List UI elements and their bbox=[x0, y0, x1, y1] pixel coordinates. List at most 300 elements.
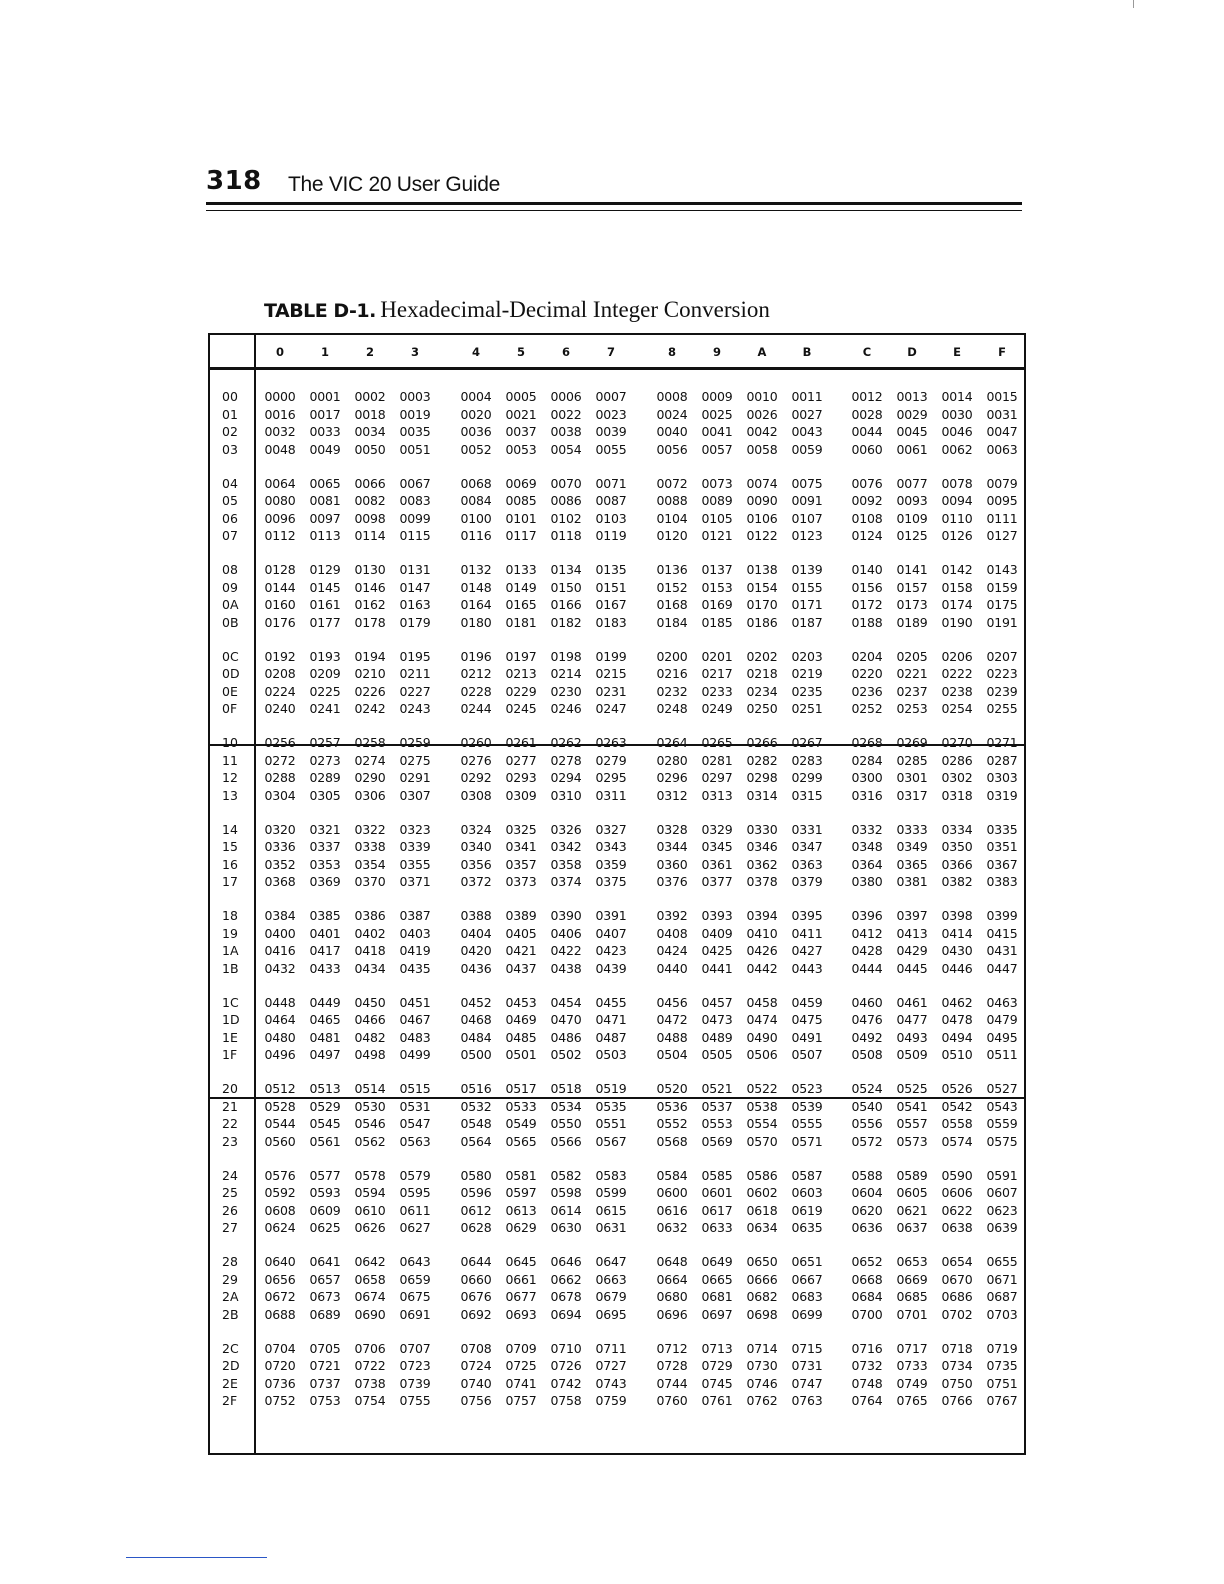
table-cell: 0447 bbox=[986, 960, 1018, 976]
column-header: 8 bbox=[667, 345, 676, 359]
row-header: 25 bbox=[222, 1185, 238, 1201]
table-cell: 0715 bbox=[791, 1340, 823, 1356]
table-cell: 0425 bbox=[701, 943, 733, 959]
row-header: 05 bbox=[222, 493, 238, 509]
table-cell: 0435 bbox=[399, 960, 431, 976]
table-cell: 0694 bbox=[550, 1306, 582, 1322]
table-cell: 0101 bbox=[505, 510, 537, 526]
table-cell: 0470 bbox=[550, 1012, 582, 1028]
table-cell: 0486 bbox=[550, 1029, 582, 1045]
table-cell: 0151 bbox=[595, 579, 627, 595]
table-cell: 0108 bbox=[851, 510, 883, 526]
table-cell: 0462 bbox=[941, 994, 973, 1010]
table-cell: 0406 bbox=[550, 925, 582, 941]
table-cell: 0037 bbox=[505, 424, 537, 440]
table-cell: 0700 bbox=[851, 1306, 883, 1322]
table-cell: 0761 bbox=[701, 1393, 733, 1409]
table-cell: 0410 bbox=[746, 925, 778, 941]
table-cell: 0633 bbox=[701, 1220, 733, 1236]
table-cell: 0357 bbox=[505, 856, 537, 872]
row-header: 00 bbox=[222, 389, 238, 404]
table-cell: 0040 bbox=[656, 424, 688, 440]
table-cell: 0519 bbox=[595, 1081, 627, 1096]
table-cell: 0487 bbox=[595, 1029, 627, 1045]
table-cell: 0265 bbox=[701, 735, 733, 750]
table-cell: 0737 bbox=[309, 1375, 341, 1391]
table-cell: 0705 bbox=[309, 1340, 341, 1356]
table-cell: 0546 bbox=[354, 1116, 386, 1132]
table-cell: 0380 bbox=[851, 874, 883, 890]
table-cell: 0543 bbox=[986, 1098, 1018, 1114]
table-cell: 0653 bbox=[896, 1254, 928, 1269]
table-cell: 0164 bbox=[460, 597, 492, 613]
table-cell: 0286 bbox=[941, 752, 973, 768]
table-cell: 0130 bbox=[354, 562, 386, 577]
table-cell: 0509 bbox=[896, 1047, 928, 1063]
table-cell: 0330 bbox=[746, 821, 778, 837]
table-cell: 0120 bbox=[656, 528, 688, 544]
table-cell: 0560 bbox=[264, 1133, 296, 1149]
table-cell: 0641 bbox=[309, 1254, 341, 1269]
table-cell: 0160 bbox=[264, 597, 296, 613]
row-header: 0C bbox=[222, 648, 239, 664]
table-cell: 0212 bbox=[460, 666, 492, 682]
row-header: 2E bbox=[222, 1375, 238, 1391]
table-cell: 0460 bbox=[851, 994, 883, 1010]
table-cell: 0150 bbox=[550, 579, 582, 595]
table-cell: 0680 bbox=[656, 1289, 688, 1305]
row-header: 03 bbox=[222, 441, 238, 457]
table-cell: 0450 bbox=[354, 994, 386, 1010]
table-cell: 0381 bbox=[896, 874, 928, 890]
table-cell: 0098 bbox=[354, 510, 386, 526]
table-cell: 0730 bbox=[746, 1358, 778, 1374]
table-cell: 0516 bbox=[460, 1081, 492, 1096]
row-header: 22 bbox=[222, 1116, 238, 1132]
table-cell: 0589 bbox=[896, 1167, 928, 1183]
table-cell: 0010 bbox=[746, 389, 778, 404]
table-cell: 0043 bbox=[791, 424, 823, 440]
row-header: 01 bbox=[222, 406, 238, 422]
table-cell: 0366 bbox=[941, 856, 973, 872]
table-cell: 0109 bbox=[896, 510, 928, 526]
table-cell: 0187 bbox=[791, 614, 823, 630]
table-cell: 0764 bbox=[851, 1393, 883, 1409]
table-cell: 0752 bbox=[264, 1393, 296, 1409]
table-cell: 0134 bbox=[550, 562, 582, 577]
table-cell: 0386 bbox=[354, 908, 386, 923]
table-cell: 0558 bbox=[941, 1116, 973, 1132]
table-cell: 0266 bbox=[746, 735, 778, 750]
row-header: 18 bbox=[222, 908, 238, 923]
table-cell: 0559 bbox=[986, 1116, 1018, 1132]
column-header: 3 bbox=[410, 345, 419, 359]
table-cell: 0400 bbox=[264, 925, 296, 941]
table-cell: 0659 bbox=[399, 1271, 431, 1287]
column-header: E bbox=[953, 345, 961, 359]
table-cell: 0404 bbox=[460, 925, 492, 941]
table-cell: 0456 bbox=[656, 994, 688, 1010]
table-cell: 0458 bbox=[746, 994, 778, 1010]
table-cell: 0128 bbox=[264, 562, 296, 577]
table-cell: 0329 bbox=[701, 821, 733, 837]
table-cell: 0349 bbox=[896, 839, 928, 855]
table-cell: 0251 bbox=[791, 701, 823, 717]
table-cell: 0501 bbox=[505, 1047, 537, 1063]
table-cell: 0585 bbox=[701, 1167, 733, 1183]
table-cell: 0457 bbox=[701, 994, 733, 1010]
table-cell: 0122 bbox=[746, 528, 778, 544]
table-cell: 0697 bbox=[701, 1306, 733, 1322]
table-cell: 0441 bbox=[701, 960, 733, 976]
table-cell: 0681 bbox=[701, 1289, 733, 1305]
table-cell: 0766 bbox=[941, 1393, 973, 1409]
table-cell: 0691 bbox=[399, 1306, 431, 1322]
column-header: C bbox=[862, 345, 872, 359]
table-cell: 0388 bbox=[460, 908, 492, 923]
table-cell: 0344 bbox=[656, 839, 688, 855]
table-cell: 0551 bbox=[595, 1116, 627, 1132]
table-caption-label: TABLE D-1. bbox=[264, 300, 376, 322]
table-cell: 0626 bbox=[354, 1220, 386, 1236]
row-header: 1B bbox=[222, 960, 239, 976]
table-cell: 0268 bbox=[851, 735, 883, 750]
table-cell: 0523 bbox=[791, 1081, 823, 1096]
table-cell: 0372 bbox=[460, 874, 492, 890]
table-cell: 0014 bbox=[941, 389, 973, 404]
table-cell: 0597 bbox=[505, 1185, 537, 1201]
table-cell: 0714 bbox=[746, 1340, 778, 1356]
table-cell: 0685 bbox=[896, 1289, 928, 1305]
table-cell: 0477 bbox=[896, 1012, 928, 1028]
table-cell: 0156 bbox=[851, 579, 883, 595]
table-cell: 0539 bbox=[791, 1098, 823, 1114]
row-header: 1E bbox=[222, 1029, 238, 1045]
table-cell: 0123 bbox=[791, 528, 823, 544]
table-cell: 0214 bbox=[550, 666, 582, 682]
row-header: 0B bbox=[222, 614, 239, 630]
table-cell: 0291 bbox=[399, 770, 431, 786]
table-cell: 0003 bbox=[399, 389, 431, 404]
table-cell: 0426 bbox=[746, 943, 778, 959]
row-header: 12 bbox=[222, 770, 238, 786]
table-cell: 0590 bbox=[941, 1167, 973, 1183]
table-cell: 0451 bbox=[399, 994, 431, 1010]
table-cell: 0352 bbox=[264, 856, 296, 872]
table-cell: 0111 bbox=[986, 510, 1018, 526]
table-cell: 0354 bbox=[354, 856, 386, 872]
table-cell: 0171 bbox=[791, 597, 823, 613]
table-cell: 0748 bbox=[851, 1375, 883, 1391]
table-cell: 0058 bbox=[746, 441, 778, 457]
table-cell: 0257 bbox=[309, 735, 341, 750]
table-cell: 0097 bbox=[309, 510, 341, 526]
table-cell: 0140 bbox=[851, 562, 883, 577]
table-cell: 0595 bbox=[399, 1185, 431, 1201]
table-cell: 0621 bbox=[896, 1202, 928, 1218]
table-cell: 0672 bbox=[264, 1289, 296, 1305]
table-cell: 0581 bbox=[505, 1167, 537, 1183]
table-cell: 0709 bbox=[505, 1340, 537, 1356]
table-cell: 0169 bbox=[701, 597, 733, 613]
table-cell: 0355 bbox=[399, 856, 431, 872]
table-cell: 0385 bbox=[309, 908, 341, 923]
table-cell: 0141 bbox=[896, 562, 928, 577]
table-cell: 0026 bbox=[746, 406, 778, 422]
table-cell: 0283 bbox=[791, 752, 823, 768]
table-cell: 0679 bbox=[595, 1289, 627, 1305]
table-cell: 0113 bbox=[309, 528, 341, 544]
table-cell: 0364 bbox=[851, 856, 883, 872]
table-cell: 0121 bbox=[701, 528, 733, 544]
row-header: 14 bbox=[222, 821, 238, 837]
table-cell: 0142 bbox=[941, 562, 973, 577]
table-cell: 0565 bbox=[505, 1133, 537, 1149]
table-cell: 0188 bbox=[851, 614, 883, 630]
table-cell: 0675 bbox=[399, 1289, 431, 1305]
table-cell: 0153 bbox=[701, 579, 733, 595]
table-cell: 0136 bbox=[656, 562, 688, 577]
table-cell: 0202 bbox=[746, 648, 778, 664]
table-cell: 0011 bbox=[791, 389, 823, 404]
header-rule-thick bbox=[206, 202, 1022, 205]
table-cell: 0347 bbox=[791, 839, 823, 855]
table-cell: 0555 bbox=[791, 1116, 823, 1132]
table-cell: 0096 bbox=[264, 510, 296, 526]
table-cell: 0655 bbox=[986, 1254, 1018, 1269]
row-header: 27 bbox=[222, 1220, 238, 1236]
table-cell: 0245 bbox=[505, 701, 537, 717]
table-cell: 0629 bbox=[505, 1220, 537, 1236]
table-cell: 0027 bbox=[791, 406, 823, 422]
table-cell: 0062 bbox=[941, 441, 973, 457]
table-cell: 0627 bbox=[399, 1220, 431, 1236]
table-cell: 0317 bbox=[896, 787, 928, 803]
table-cell: 0428 bbox=[851, 943, 883, 959]
table-cell: 0763 bbox=[791, 1393, 823, 1409]
table-cell: 0409 bbox=[701, 925, 733, 941]
table-cell: 0016 bbox=[264, 406, 296, 422]
table-cell: 0333 bbox=[896, 821, 928, 837]
table-cell: 0650 bbox=[746, 1254, 778, 1269]
row-header: 17 bbox=[222, 874, 238, 890]
table-cell: 0375 bbox=[595, 874, 627, 890]
table-cell: 0407 bbox=[595, 925, 627, 941]
table-cell: 0356 bbox=[460, 856, 492, 872]
table-cell: 0745 bbox=[701, 1375, 733, 1391]
table-cell: 0322 bbox=[354, 821, 386, 837]
table-cell: 0365 bbox=[896, 856, 928, 872]
table-cell: 0112 bbox=[264, 528, 296, 544]
table-cell: 0733 bbox=[896, 1358, 928, 1374]
table-cell: 0103 bbox=[595, 510, 627, 526]
table-cell: 0272 bbox=[264, 752, 296, 768]
table-cell: 0538 bbox=[746, 1098, 778, 1114]
table-cell: 0432 bbox=[264, 960, 296, 976]
table-cell: 0722 bbox=[354, 1358, 386, 1374]
row-header: 1C bbox=[222, 994, 239, 1010]
table-cell: 0412 bbox=[851, 925, 883, 941]
column-header: 6 bbox=[561, 345, 570, 359]
table-cell: 0144 bbox=[264, 579, 296, 595]
table-cell: 0146 bbox=[354, 579, 386, 595]
table-cell: 0642 bbox=[354, 1254, 386, 1269]
table-cell: 0233 bbox=[701, 683, 733, 699]
table-cell: 0018 bbox=[354, 406, 386, 422]
table-cell: 0079 bbox=[986, 475, 1018, 491]
table-cell: 0554 bbox=[746, 1116, 778, 1132]
table-cell: 0529 bbox=[309, 1098, 341, 1114]
table-cell: 0059 bbox=[791, 441, 823, 457]
table-cell: 0449 bbox=[309, 994, 341, 1010]
table-cell: 0332 bbox=[851, 821, 883, 837]
table-cell: 0719 bbox=[986, 1340, 1018, 1356]
table-cell: 0350 bbox=[941, 839, 973, 855]
table-cell: 0220 bbox=[851, 666, 883, 682]
table-cell: 0292 bbox=[460, 770, 492, 786]
table-cell: 0521 bbox=[701, 1081, 733, 1096]
table-cell: 0304 bbox=[264, 787, 296, 803]
table-cell: 0179 bbox=[399, 614, 431, 630]
table-cell: 0413 bbox=[896, 925, 928, 941]
table-cell: 0032 bbox=[264, 424, 296, 440]
table-cell: 0138 bbox=[746, 562, 778, 577]
table-cell: 0594 bbox=[354, 1185, 386, 1201]
table-cell: 0542 bbox=[941, 1098, 973, 1114]
table-cell: 0609 bbox=[309, 1202, 341, 1218]
table-cell: 0614 bbox=[550, 1202, 582, 1218]
table-cell: 0667 bbox=[791, 1271, 823, 1287]
table-cell: 0247 bbox=[595, 701, 627, 717]
table-cell: 0376 bbox=[656, 874, 688, 890]
table-cell: 0741 bbox=[505, 1375, 537, 1391]
table-cell: 0181 bbox=[505, 614, 537, 630]
table-cell: 0398 bbox=[941, 908, 973, 923]
table-cell: 0285 bbox=[896, 752, 928, 768]
table-cell: 0582 bbox=[550, 1167, 582, 1183]
table-cell: 0067 bbox=[399, 475, 431, 491]
table-cell: 0080 bbox=[264, 493, 296, 509]
table-cell: 0131 bbox=[399, 562, 431, 577]
table-cell: 0423 bbox=[595, 943, 627, 959]
table-cell: 0088 bbox=[656, 493, 688, 509]
row-header: 07 bbox=[222, 528, 238, 544]
table-cell: 0051 bbox=[399, 441, 431, 457]
table-cell: 0532 bbox=[460, 1098, 492, 1114]
table-cell: 0391 bbox=[595, 908, 627, 923]
table-cell: 0632 bbox=[656, 1220, 688, 1236]
table-cell: 0434 bbox=[354, 960, 386, 976]
table-cell: 0288 bbox=[264, 770, 296, 786]
table-cell: 0704 bbox=[264, 1340, 296, 1356]
table-cell: 0073 bbox=[701, 475, 733, 491]
table-cell: 0370 bbox=[354, 874, 386, 890]
table-cell: 0064 bbox=[264, 475, 296, 491]
table-cell: 0204 bbox=[851, 648, 883, 664]
table-cell: 0417 bbox=[309, 943, 341, 959]
table-cell: 0339 bbox=[399, 839, 431, 855]
row-header: 10 bbox=[222, 735, 238, 750]
table-cell: 0318 bbox=[941, 787, 973, 803]
table-cell: 0177 bbox=[309, 614, 341, 630]
table-cell: 0323 bbox=[399, 821, 431, 837]
table-cell: 0154 bbox=[746, 579, 778, 595]
table-cell: 0311 bbox=[595, 787, 627, 803]
table-cell: 0648 bbox=[656, 1254, 688, 1269]
table-cell: 0484 bbox=[460, 1029, 492, 1045]
table-cell: 0443 bbox=[791, 960, 823, 976]
table-cell: 0087 bbox=[595, 493, 627, 509]
table-cell: 0331 bbox=[791, 821, 823, 837]
table-cell: 0479 bbox=[986, 1012, 1018, 1028]
table-cell: 0537 bbox=[701, 1098, 733, 1114]
table-cell: 0498 bbox=[354, 1047, 386, 1063]
table-cell: 0603 bbox=[791, 1185, 823, 1201]
table-cell: 0463 bbox=[986, 994, 1018, 1010]
table-cell: 0682 bbox=[746, 1289, 778, 1305]
row-header: 1F bbox=[222, 1047, 238, 1063]
table-cell: 0189 bbox=[896, 614, 928, 630]
table-cell: 0588 bbox=[851, 1167, 883, 1183]
table-cell: 0489 bbox=[701, 1029, 733, 1045]
table-cell: 0684 bbox=[851, 1289, 883, 1305]
table-cell: 0172 bbox=[851, 597, 883, 613]
table-cell: 0444 bbox=[851, 960, 883, 976]
table-cell: 0418 bbox=[354, 943, 386, 959]
row-header: 15 bbox=[222, 839, 238, 855]
table-cell: 0431 bbox=[986, 943, 1018, 959]
table-cell: 0480 bbox=[264, 1029, 296, 1045]
table-cell: 0617 bbox=[701, 1202, 733, 1218]
table-cell: 0379 bbox=[791, 874, 823, 890]
table-cell: 0325 bbox=[505, 821, 537, 837]
table-cell: 0022 bbox=[550, 406, 582, 422]
table-cell: 0647 bbox=[595, 1254, 627, 1269]
table-cell: 0395 bbox=[791, 908, 823, 923]
table-cell: 0693 bbox=[505, 1306, 537, 1322]
table-cell: 0736 bbox=[264, 1375, 296, 1391]
table-cell: 0506 bbox=[746, 1047, 778, 1063]
column-header: D bbox=[907, 345, 917, 359]
row-header: 09 bbox=[222, 579, 238, 595]
table-cell: 0739 bbox=[399, 1375, 431, 1391]
table-cell: 0563 bbox=[399, 1133, 431, 1149]
row-header-divider bbox=[254, 335, 256, 1453]
table-cell: 0651 bbox=[791, 1254, 823, 1269]
table-cell: 0282 bbox=[746, 752, 778, 768]
table-cell: 0340 bbox=[460, 839, 492, 855]
table-cell: 0001 bbox=[309, 389, 341, 404]
table-cell: 0002 bbox=[354, 389, 386, 404]
table-cell: 0183 bbox=[595, 614, 627, 630]
row-header: 2D bbox=[222, 1358, 240, 1374]
table-cell: 0399 bbox=[986, 908, 1018, 923]
table-cell: 0184 bbox=[656, 614, 688, 630]
table-cell: 0008 bbox=[656, 389, 688, 404]
table-cell: 0262 bbox=[550, 735, 582, 750]
table-cell: 0508 bbox=[851, 1047, 883, 1063]
table-cell: 0472 bbox=[656, 1012, 688, 1028]
table-cell: 0683 bbox=[791, 1289, 823, 1305]
table-cell: 0289 bbox=[309, 770, 341, 786]
table-cell: 0561 bbox=[309, 1133, 341, 1149]
row-header: 28 bbox=[222, 1254, 238, 1269]
column-header: 5 bbox=[516, 345, 525, 359]
table-cell: 0710 bbox=[550, 1340, 582, 1356]
table-cell: 0143 bbox=[986, 562, 1018, 577]
table-cell: 0197 bbox=[505, 648, 537, 664]
table-cell: 0338 bbox=[354, 839, 386, 855]
